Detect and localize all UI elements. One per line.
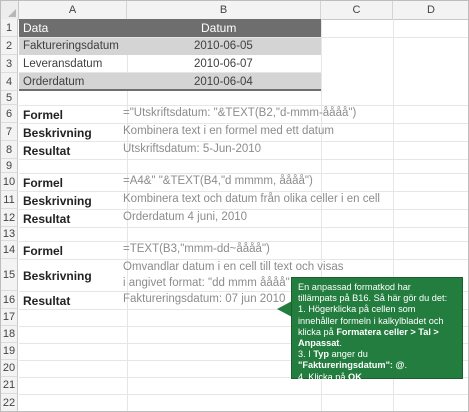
beskrivning-label: Beskrivning [23, 126, 92, 140]
callout-text: . [361, 371, 365, 382]
description-text[interactable]: Kombinera text i en formel med ett datum [123, 125, 334, 137]
result-text[interactable]: Orderdatum 4 juni, 2010 [123, 211, 248, 223]
row-header[interactable]: 7 [1, 123, 18, 141]
grid-line [19, 173, 469, 174]
row-header[interactable]: 20 [1, 360, 18, 377]
row-header[interactable]: 4 [1, 73, 18, 91]
cell-b4[interactable]: 2010-06-04 [194, 76, 253, 88]
formel-label: Formel [23, 244, 64, 258]
row-header[interactable]: 3 [1, 55, 18, 73]
column-header-d[interactable]: D [393, 1, 469, 19]
row-header[interactable]: 1 [1, 19, 18, 37]
grid-line [19, 209, 469, 210]
callout-bold-text: OK [348, 371, 362, 382]
grid-line [19, 259, 469, 260]
grid-line [19, 227, 469, 228]
row-header[interactable]: 14 [1, 241, 18, 259]
column-headers [1, 1, 469, 20]
grid-line [19, 191, 469, 192]
cell-a3[interactable]: Leveransdatum [23, 58, 103, 70]
formula-text[interactable]: =A4&" "&TEXT(B4,"d mmmm, åååå") [123, 175, 313, 187]
grid-line [19, 394, 469, 395]
column-header-a[interactable]: A [19, 1, 127, 19]
beskrivning-label: Beskrivning [23, 194, 92, 208]
grid-line [19, 159, 469, 160]
formula-text[interactable]: =TEXT(B3,"mmm-dd~åååå") [123, 243, 270, 255]
row-header[interactable]: 22 [1, 394, 18, 412]
callout-line [298, 338, 456, 349]
row-header[interactable]: 12 [1, 209, 18, 227]
row-header[interactable]: 11 [1, 191, 18, 209]
result-text[interactable]: Faktureringsdatum: 07 jun 2010 [123, 293, 286, 305]
instruction-callout [291, 277, 463, 382]
callout-line [298, 349, 456, 360]
row-header[interactable]: 6 [1, 105, 18, 123]
formula-text[interactable]: ="Utskriftsdatum: "&TEXT(B2,"d-mmm-åååå") [123, 107, 357, 119]
resultat-label: Resultat [23, 212, 71, 226]
callout-text: 4. Klicka på [298, 371, 349, 382]
row-header[interactable]: 15 [1, 259, 18, 291]
description-text[interactable]: Kombinera text och datum från olika celler i en cell [123, 193, 380, 205]
table-header-datum[interactable]: Datum [201, 21, 237, 35]
grid-line [19, 105, 469, 106]
description-text-line2[interactable]: i angivet format: "dd mmm åååå" [123, 277, 290, 289]
callout-bold-text: Anpassat [298, 338, 340, 349]
callout-bold-text: "Faktureringsdatum": @ [298, 360, 405, 371]
callout-text: 3. I [298, 349, 314, 360]
callout-line [298, 372, 456, 383]
callout-pointer [277, 301, 292, 317]
formel-label: Formel [23, 176, 64, 190]
row-header[interactable]: 18 [1, 326, 18, 343]
column-header-c[interactable]: C [321, 1, 393, 19]
row-header[interactable]: 10 [1, 173, 18, 191]
callout-line: innehåller formeln i kalkylbladet och [298, 315, 444, 326]
callout-text: . [404, 360, 408, 371]
beskrivning-label: Beskrivning [23, 269, 92, 283]
row-header[interactable]: 9 [1, 159, 18, 173]
callout-text: klicka på [298, 326, 337, 337]
grid-line [19, 141, 469, 142]
callout-bold-text: Typ [313, 349, 329, 360]
table-header-row [19, 19, 321, 37]
select-all-corner[interactable] [1, 1, 19, 19]
row-header[interactable]: 13 [1, 227, 18, 241]
cell-a4[interactable]: Orderdatum [23, 76, 85, 88]
row-header[interactable]: 21 [1, 377, 18, 394]
resultat-label: Resultat [23, 294, 71, 308]
callout-line [298, 327, 456, 338]
select-all-triangle-icon [8, 9, 16, 17]
callout-line: En anpassad formatkod har [298, 282, 411, 292]
callout-line [298, 360, 456, 371]
description-text-line1[interactable]: Omvandlar datum i en cell till text och visas [123, 261, 344, 273]
cell-b3[interactable]: 2010-06-07 [194, 58, 253, 70]
cell-a2[interactable]: Faktureringsdatum [23, 40, 119, 52]
row-header[interactable]: 8 [1, 141, 18, 159]
row-header[interactable]: 19 [1, 343, 18, 360]
resultat-label: Resultat [23, 144, 71, 158]
cell-b2[interactable]: 2010-06-05 [194, 40, 253, 52]
formel-label: Formel [23, 108, 64, 122]
callout-bold-text: Formatera celler > Tal > [336, 326, 439, 337]
row-header[interactable]: 2 [1, 37, 18, 55]
callout-text: . [339, 338, 342, 349]
column-header-b[interactable]: B [127, 1, 321, 19]
callout-line: tillämpats på B16. Så här gör du det: [298, 293, 448, 304]
grid-line [19, 123, 469, 124]
row-header[interactable]: 16 [1, 291, 18, 309]
row-header[interactable]: 5 [1, 91, 18, 105]
result-text[interactable]: Utskriftsdatum: 5-Jun-2010 [123, 143, 262, 155]
row-header[interactable]: 17 [1, 309, 18, 326]
table-header-data[interactable]: Data [23, 21, 49, 35]
grid-line [19, 241, 469, 242]
callout-line: 1. Högerklicka på cellen som [298, 304, 416, 315]
callout-text: anger du [328, 349, 368, 360]
